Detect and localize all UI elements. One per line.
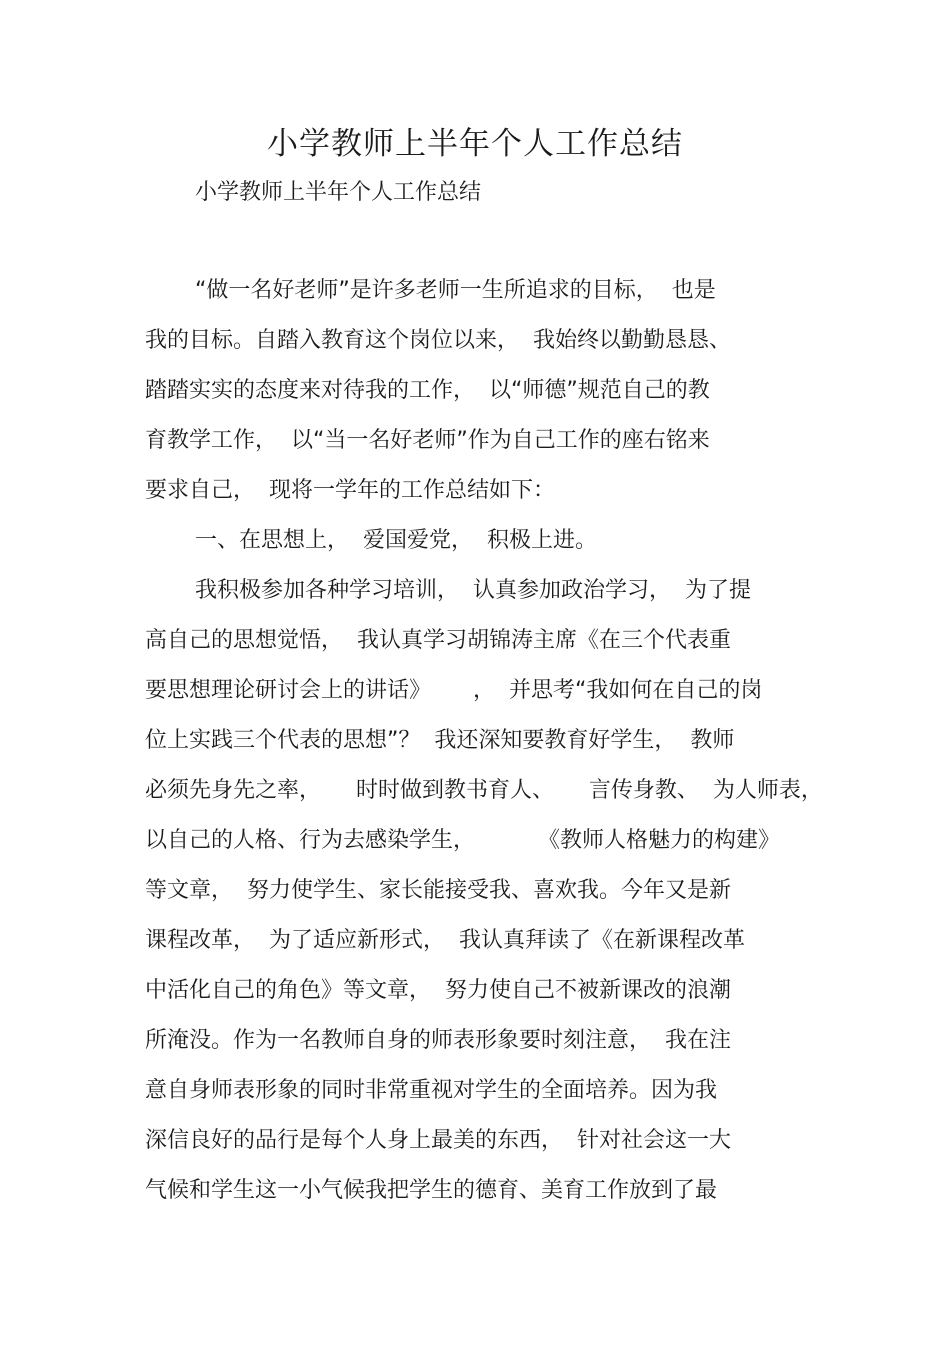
paragraph-line-4: 育教学工作， 以“当一名好老师”作为自己工作的座右铭来 — [145, 428, 710, 453]
paragraph-line-19: 气候和学生这一小气候我把学生的德育、美育工作放到了最 — [145, 1178, 718, 1203]
paragraph-line-15: 中活化自己的角色》等文章， 努力使自己不被新课改的浪潮 — [145, 978, 731, 1003]
paragraph-line-16: 所淹没。作为一名教师自身的师表形象要时刻注意， 我在注 — [145, 1028, 731, 1053]
paragraph-line-8: 高自己的思想觉悟， 我认真学习胡锦涛主席《在三个代表重 — [145, 628, 731, 653]
paragraph-line-9: 要思想理论研讨会上的讲话》 ， 并思考“我如何在自己的岗 — [145, 678, 763, 703]
paragraph-line-5: 要求自己， 现将一学年的工作总结如下： — [145, 478, 555, 503]
paragraph-line-3: 踏踏实实的态度来对待我的工作， 以“师德”规范自己的教 — [145, 378, 710, 403]
paragraph-line-1: “做一名好老师”是许多老师一生所追求的目标， 也是 — [195, 278, 716, 303]
document-subtitle: 小学教师上半年个人工作总结 — [195, 180, 482, 205]
paragraph-line-13: 等文章， 努力使学生、家长能接受我、喜欢我。今年又是新 — [145, 878, 731, 903]
section-heading-1: 一、在思想上， 爱国爱党， 积极上进。 — [195, 528, 597, 553]
document-title: 小学教师上半年个人工作总结 — [267, 126, 683, 162]
paragraph-line-18: 深信良好的品行是每个人身上最美的东西， 针对社会这一大 — [145, 1128, 731, 1153]
paragraph-line-7: 我积极参加各种学习培训， 认真参加政治学习， 为了提 — [195, 578, 751, 603]
paragraph-line-12: 以自己的人格、行为去感染学生， 《教师人格魅力的构建》 — [145, 828, 780, 853]
paragraph-line-17: 意自身师表形象的同时非常重视对学生的全面培养。因为我 — [145, 1078, 718, 1103]
paragraph-line-10: 位上实践三个代表的思想”？ 我还深知要教育好学生， 教师 — [145, 728, 735, 753]
paragraph-line-11: 必须先身先之率， 时时做到教书育人、 言传身教、 为人师表， — [145, 778, 823, 803]
paragraph-line-14: 课程改革， 为了适应新形式， 我认真拜读了《在新课程改革 — [145, 928, 745, 953]
paragraph-line-2: 我的目标。自踏入教育这个岗位以来， 我始终以勤勤恳恳、 — [145, 328, 731, 353]
